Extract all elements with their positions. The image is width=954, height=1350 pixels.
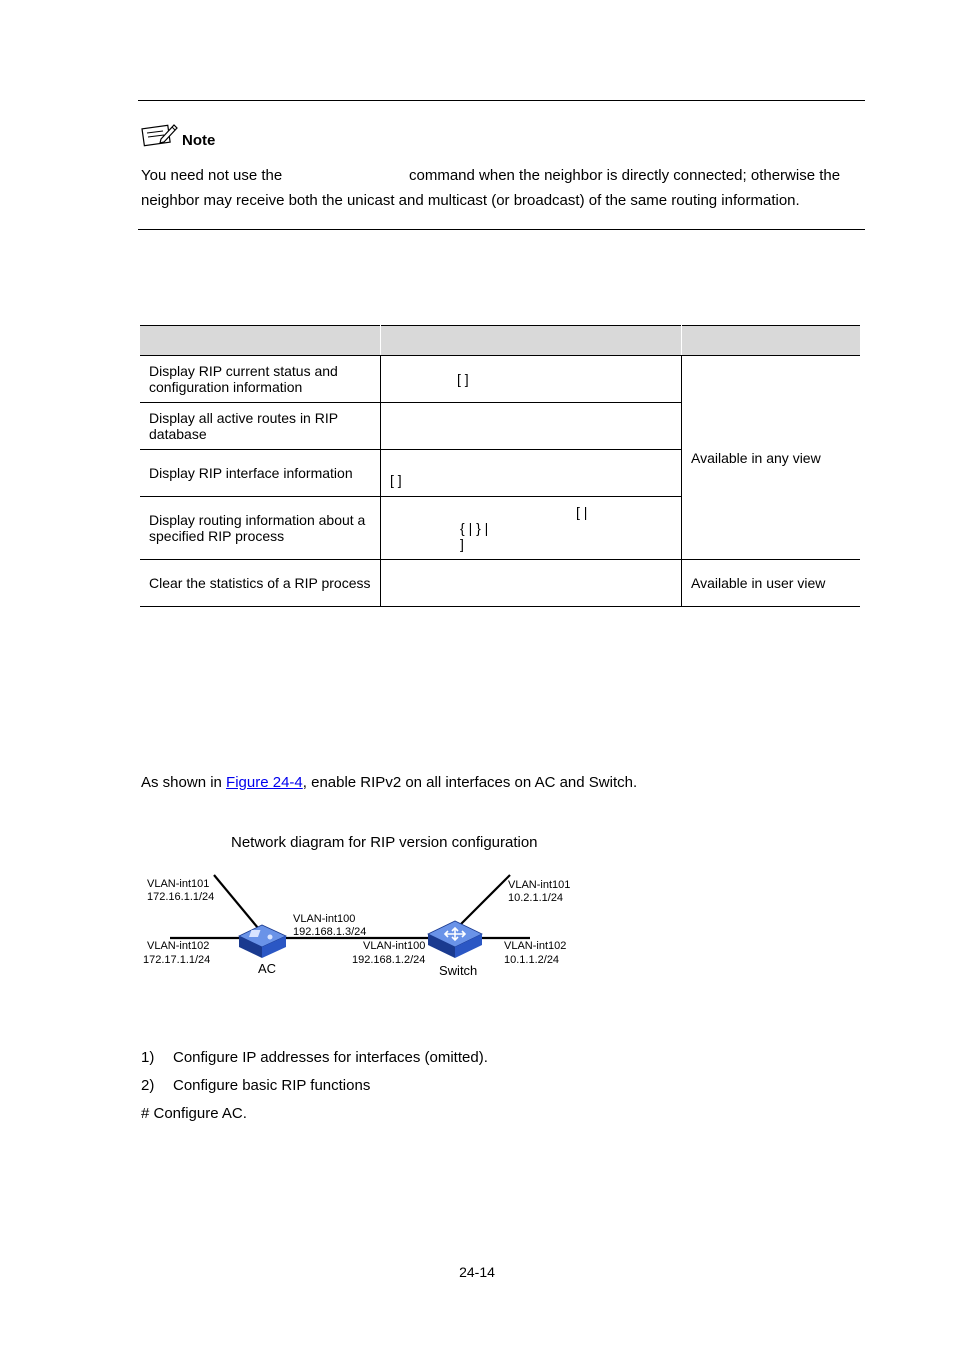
switch-ip100-label: 192.168.1.2/24: [352, 954, 426, 966]
ac-device-icon: [239, 925, 286, 958]
list-item: [141, 1077, 370, 1094]
intro-text-after: , enable RIPv2 on all interfaces on AC and Switch.: [302, 774, 638, 791]
note-line1-right: command when the neighbor is directly connected; otherwise the: [409, 167, 841, 184]
remarks-cell-any-view: Available in any view: [682, 356, 861, 560]
ac-if102-label: VLAN-int102: [147, 940, 210, 952]
page-number: 24-14: [459, 1264, 495, 1280]
ac-name-label: AC: [258, 961, 277, 976]
command-line-3: ]: [460, 536, 464, 552]
step-number: 1): [141, 1049, 155, 1066]
note-title: Note: [182, 132, 216, 149]
ac-ip102-label: 172.17.1.1/24: [143, 954, 211, 966]
ac-ip100-label: 192.168.1.3/24: [293, 926, 367, 938]
note-line1-left: You need not use the: [141, 167, 283, 184]
note-line2: neighbor may receive both the unicast and multicast (or broadcast) of the same routing information.: [141, 192, 800, 209]
command-line-2: { | } |: [460, 520, 489, 536]
list-item: [141, 1049, 488, 1066]
task-cell: Display RIP interface information: [140, 450, 381, 497]
switch-if101-label: VLAN-int101: [508, 879, 571, 891]
task-cell: Display RIP current status and configuration information: [140, 356, 381, 403]
ac-if100-label: VLAN-int100: [293, 913, 356, 925]
switch-if100-label: VLAN-int100: [363, 940, 426, 952]
step-text: Configure basic RIP functions: [173, 1077, 371, 1094]
switch-ip101-label: 10.2.1.1/24: [508, 892, 564, 904]
command-cell: [ ]: [381, 450, 682, 497]
ac-link-vlan101: [214, 875, 258, 928]
switch-link-vlan101: [461, 875, 510, 924]
ac-if101-label: VLAN-int101: [147, 878, 210, 890]
task-cell: Clear the statistics of a RIP process: [140, 560, 381, 607]
switch-device-icon: [428, 921, 482, 958]
task-cell: Display routing information about a specified RIP process: [140, 497, 381, 560]
switch-name-label: Switch: [439, 963, 478, 978]
step-text: Configure IP addresses for interfaces (omitted).: [173, 1049, 488, 1066]
step-number: 2): [141, 1077, 155, 1094]
intro-text-before: As shown in: [141, 774, 227, 791]
ac-ip101-label: 172.16.1.1/24: [147, 891, 215, 903]
figure-caption: Network diagram for RIP version configuration: [231, 834, 538, 851]
figure-link[interactable]: Figure 24-4: [226, 774, 303, 791]
remarks-cell-user-view: Available in user view: [682, 560, 861, 607]
command-line-1: [ |: [576, 504, 588, 520]
command-cell: [ ]: [381, 356, 682, 403]
switch-if102-label: VLAN-int102: [504, 940, 567, 952]
task-cell: Display all active routes in RIP database: [140, 403, 381, 450]
config-ac-heading: # Configure AC.: [141, 1105, 247, 1122]
switch-ip102-label: 10.1.1.2/24: [504, 954, 560, 966]
